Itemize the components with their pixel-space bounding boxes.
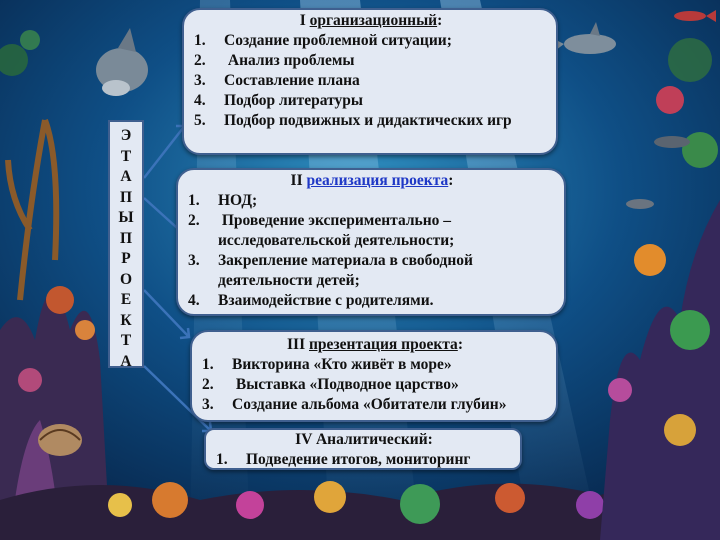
item-number: 2. <box>194 52 206 69</box>
shell-icon <box>38 424 82 456</box>
item-text: Составление плана <box>224 72 360 89</box>
item-text: Анализ проблемы <box>224 52 355 69</box>
item-text: Создание альбома «Обитатели глубин» <box>232 396 507 413</box>
item-text: Викторина «Кто живёт в море» <box>232 356 452 373</box>
item-number: 3. <box>188 252 200 269</box>
vertical-letter: А <box>120 352 132 370</box>
item-text: Создание проблемной ситуации; <box>224 32 452 49</box>
stage-item-list <box>216 450 512 470</box>
vertical-letter: К <box>120 311 132 329</box>
stage-title: I организационный: <box>299 12 443 29</box>
item-text: Подбор литературы <box>224 92 363 109</box>
stage-item-list <box>194 31 548 131</box>
stage-analytical-box <box>204 428 522 470</box>
item-number: 3. <box>202 396 214 413</box>
stage-item <box>188 191 556 211</box>
stage-item <box>202 355 548 375</box>
vertical-letter: Ы <box>118 209 134 226</box>
stage-name-link[interactable]: реализация проекта <box>306 172 449 189</box>
item-text: Подбор подвижных и дидактических игр <box>224 112 512 129</box>
vertical-letter: Т <box>120 147 132 165</box>
stage-item <box>194 91 548 111</box>
stage-item <box>194 51 548 71</box>
stage-name: презентация проекта <box>309 336 458 353</box>
vertical-letter: О <box>119 270 133 288</box>
stage-item <box>194 31 548 51</box>
stage-title: IV Аналитический: <box>295 431 433 448</box>
vertical-letter: Е <box>120 291 132 308</box>
stage-organizational-box <box>182 8 558 155</box>
vertical-letter: Э <box>120 127 132 144</box>
stage-implementation-box <box>176 168 566 316</box>
stage-item <box>216 450 512 470</box>
vertical-letter: А <box>120 168 132 185</box>
item-number: 1. <box>202 356 214 373</box>
vertical-letter: Т <box>120 332 132 349</box>
stage-presentation-box <box>190 330 558 422</box>
item-text: Проведение экспериментально – исследовательской деятельности; <box>218 212 455 249</box>
item-number: 1. <box>188 192 200 209</box>
item-number: 1. <box>216 451 228 468</box>
project-stages-vertical-label <box>108 120 144 368</box>
vertical-letter: П <box>119 188 133 206</box>
stage-title: III презентация проекта: <box>287 336 463 353</box>
stage-item <box>194 111 548 131</box>
stage-item-list <box>188 191 556 311</box>
stage-name: Аналитический <box>315 431 428 448</box>
item-text: Закрепление материала в свободной деятельности детей; <box>218 252 477 289</box>
stage-item-list <box>202 355 548 415</box>
vertical-letter: П <box>119 229 133 247</box>
item-number: 1. <box>194 32 206 49</box>
item-number: 5. <box>194 112 206 129</box>
stage-item <box>202 375 548 395</box>
stage-name: организационный <box>309 12 438 29</box>
vertical-letter: Р <box>121 250 131 267</box>
stage-item <box>202 395 548 415</box>
stage-title: II реализация проекта: <box>290 172 454 189</box>
item-text: НОД; <box>218 192 258 209</box>
item-number: 4. <box>194 92 206 109</box>
stage-item <box>188 211 556 251</box>
item-text: Подведение итогов, мониторинг <box>246 451 471 468</box>
stage-item <box>188 251 556 291</box>
item-number: 3. <box>194 72 206 89</box>
item-number: 2. <box>188 212 200 229</box>
stage-item <box>194 71 548 91</box>
item-text: Выставка «Подводное царство» <box>232 376 459 393</box>
item-number: 4. <box>188 292 200 309</box>
stage-item <box>188 291 556 311</box>
item-number: 2. <box>202 376 214 393</box>
item-text: Взаимодействие с родителями. <box>218 292 434 309</box>
